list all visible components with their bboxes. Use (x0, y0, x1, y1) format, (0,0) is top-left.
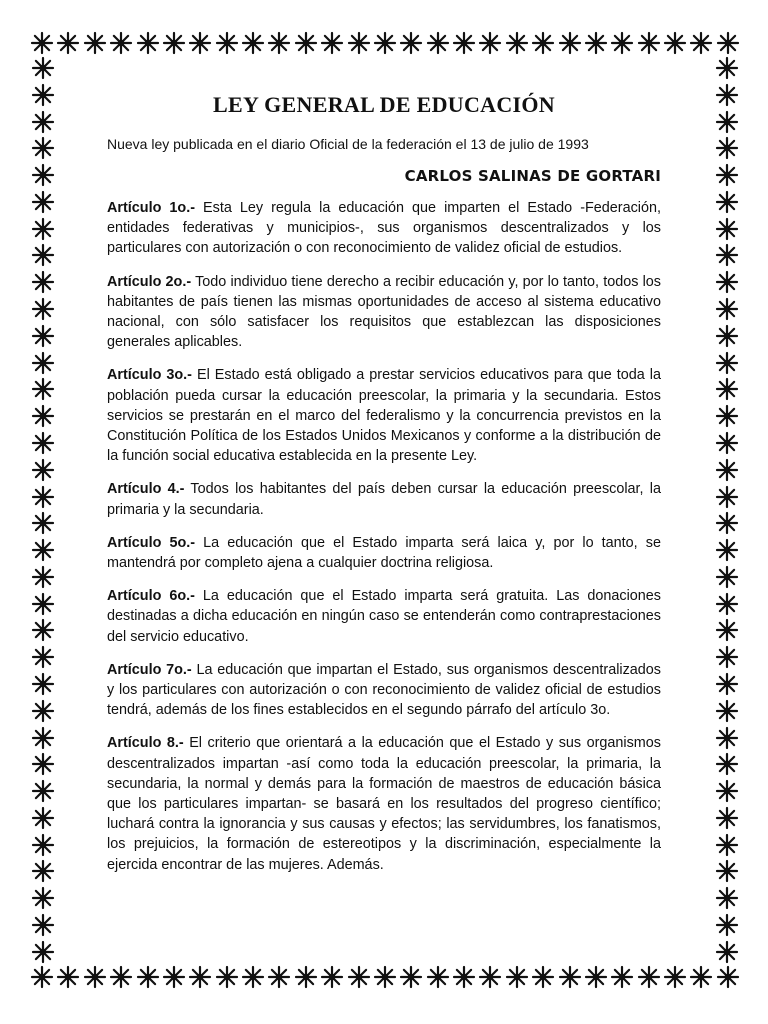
article-text: Todo individuo tiene derecho a recibir educación y, por lo tanto, todos los habitantes de país tienen las mismas oportunidades de acceso al sistema educativo nacional, con sólo satisfacer los requisitos que establezcan las disposiciones generales aplicables. (107, 273, 661, 351)
asterisk-star-icon (31, 726, 55, 750)
asterisk-star-icon (715, 83, 739, 107)
asterisk-star-icon (31, 404, 55, 428)
asterisk-star-icon (31, 270, 55, 294)
asterisk-star-icon (31, 592, 55, 616)
asterisk-star-icon (584, 31, 608, 55)
asterisk-star-icon (31, 645, 55, 669)
article-text: La educación que el Estado imparta será laica y, por lo tanto, se mantendrá por completo ajena a cualquier doctrina religiosa. (107, 534, 661, 572)
asterisk-star-icon (31, 351, 55, 375)
asterisk-star-icon (715, 565, 739, 589)
asterisk-star-icon (715, 431, 739, 455)
article-label: Artículo 1o.- (107, 200, 195, 216)
asterisk-star-icon (31, 217, 55, 241)
asterisk-star-icon (31, 243, 55, 267)
article-label: Artículo 4.- (107, 481, 185, 498)
asterisk-star-icon (715, 511, 739, 535)
asterisk-star-icon (215, 965, 239, 989)
asterisk-star-icon (715, 913, 739, 937)
article-2 (107, 272, 661, 353)
asterisk-star-icon (31, 136, 55, 160)
asterisk-star-icon (373, 965, 397, 989)
asterisk-star-icon (715, 324, 739, 348)
asterisk-star-icon (347, 31, 371, 55)
asterisk-star-icon (715, 699, 739, 723)
article-6 (107, 586, 661, 647)
asterisk-star-icon (505, 31, 529, 55)
asterisk-star-icon (31, 699, 55, 723)
asterisk-star-icon (715, 618, 739, 642)
asterisk-star-icon (83, 965, 107, 989)
article-text: La educación que el Estado imparta será gratuita. Las donaciones destinadas a dicha educación en ningún caso se entenderán como contraprestaciones del servicio educativo. (107, 588, 661, 645)
asterisk-star-icon (31, 859, 55, 883)
asterisk-star-icon (637, 965, 661, 989)
asterisk-star-icon (610, 31, 634, 55)
asterisk-star-icon (715, 56, 739, 80)
asterisk-star-icon (478, 31, 502, 55)
article-label: Artículo 7o.- (107, 661, 192, 678)
asterisk-star-icon (31, 752, 55, 776)
asterisk-star-icon (715, 485, 739, 509)
asterisk-star-icon (715, 136, 739, 160)
article-label: Artículo 8.- (107, 735, 184, 752)
asterisk-star-icon (31, 672, 55, 696)
asterisk-star-icon (531, 31, 555, 55)
asterisk-star-icon (452, 31, 476, 55)
asterisk-star-icon (584, 965, 608, 989)
asterisk-star-icon (31, 511, 55, 535)
asterisk-star-icon (715, 940, 739, 964)
asterisk-star-icon (715, 538, 739, 562)
asterisk-star-icon (31, 806, 55, 830)
asterisk-star-icon (715, 217, 739, 241)
article-label: Artículo 3o.- (107, 367, 192, 384)
asterisk-star-icon (558, 31, 582, 55)
asterisk-star-icon (31, 618, 55, 642)
asterisk-star-icon (188, 31, 212, 55)
asterisk-star-icon (31, 297, 55, 321)
document-author: CARLOS SALINAS DE GORTARI (404, 167, 661, 185)
asterisk-star-icon (31, 56, 55, 80)
asterisk-star-icon (505, 965, 529, 989)
document-body (107, 90, 661, 888)
asterisk-star-icon (399, 31, 423, 55)
asterisk-star-icon (637, 31, 661, 55)
asterisk-star-icon (715, 645, 739, 669)
asterisk-star-icon (610, 965, 634, 989)
asterisk-star-icon (663, 965, 687, 989)
asterisk-star-icon (715, 351, 739, 375)
asterisk-star-icon (399, 965, 423, 989)
asterisk-star-icon (267, 965, 291, 989)
asterisk-star-icon (294, 31, 318, 55)
asterisk-star-icon (715, 806, 739, 830)
border-right (714, 56, 740, 964)
asterisk-star-icon (31, 83, 55, 107)
asterisk-star-icon (320, 965, 344, 989)
article-text: El criterio que orientará a la educación que el Estado y sus organismos descentralizados impartan -así como toda la educación preescolar, la primaria, la secundaria, la normal y demás para la formación de maestros de educación básica que los particulares impartan- se basará en los resultados del progreso científico; luchará contra la ignorancia y sus causas y efectos; las servidumbres, los fanatismos, los prejuicios, la formación de estereotipos y la discriminación, especialmente la ejercida encontrar de las mujeres. Además. (107, 735, 661, 873)
asterisk-star-icon (31, 163, 55, 187)
border-bottom (30, 964, 740, 990)
article-text: Esta Ley regula la educación que imparten el Estado -Federación, entidades federativas y municipios-, sus organismos descentralizados y los particulares con autorización o con reconocimiento de validez oficial de estudios. (107, 200, 662, 257)
asterisk-star-icon (30, 965, 54, 989)
asterisk-star-icon (56, 965, 80, 989)
asterisk-star-icon (452, 965, 476, 989)
asterisk-star-icon (531, 965, 555, 989)
asterisk-star-icon (715, 458, 739, 482)
asterisk-star-icon (715, 190, 739, 214)
asterisk-star-icon (162, 31, 186, 55)
asterisk-star-icon (31, 485, 55, 509)
asterisk-star-icon (689, 965, 713, 989)
document-title: LEY GENERAL DE EDUCACIÓN (213, 92, 555, 117)
asterisk-star-icon (136, 31, 160, 55)
asterisk-star-icon (715, 672, 739, 696)
border-left (30, 56, 56, 964)
asterisk-star-icon (716, 31, 740, 55)
asterisk-star-icon (162, 965, 186, 989)
asterisk-star-icon (109, 31, 133, 55)
article-text: La educación que impartan el Estado, sus organismos descentralizados y los particulares con autorización o con reconocimiento de validez oficial de estudios tendrá, además de los fines establecidos en el segundo párrafo del artículo 3o. (107, 661, 661, 719)
article-7 (107, 660, 661, 721)
asterisk-star-icon (715, 592, 739, 616)
asterisk-star-icon (56, 31, 80, 55)
asterisk-star-icon (715, 752, 739, 776)
article-3 (107, 365, 661, 466)
asterisk-star-icon (136, 965, 160, 989)
asterisk-star-icon (215, 31, 239, 55)
asterisk-star-icon (715, 163, 739, 187)
asterisk-star-icon (31, 431, 55, 455)
article-text: Todos los habitantes del país deben cursar la educación preescolar, la primaria y la secundaria. (107, 481, 661, 518)
asterisk-star-icon (241, 31, 265, 55)
asterisk-star-icon (715, 779, 739, 803)
asterisk-star-icon (715, 243, 739, 267)
asterisk-star-icon (715, 110, 739, 134)
asterisk-star-icon (715, 886, 739, 910)
asterisk-star-icon (30, 31, 54, 55)
asterisk-star-icon (663, 31, 687, 55)
asterisk-star-icon (373, 31, 397, 55)
article-text: El Estado está obligado a prestar servicios educativos para que toda la población pueda cursar la educación preescolar, la primaria y la secundaria. Estos servicios se prestarán en el marco del federalismo y la concurrencia previstos en la Constitución Política de los Estados Unidos Mexicanos y conforme a la distribución de la función social educativa establecida en la presente Ley. (107, 367, 661, 465)
asterisk-star-icon (715, 404, 739, 428)
asterisk-star-icon (31, 377, 55, 401)
asterisk-star-icon (689, 31, 713, 55)
asterisk-star-icon (31, 190, 55, 214)
asterisk-star-icon (426, 31, 450, 55)
asterisk-star-icon (347, 965, 371, 989)
asterisk-star-icon (31, 324, 55, 348)
asterisk-star-icon (715, 297, 739, 321)
asterisk-star-icon (109, 965, 133, 989)
article-label: Artículo 5o.- (107, 534, 196, 551)
article-5 (107, 533, 661, 573)
article-label: Artículo 6o.- (107, 588, 195, 605)
asterisk-star-icon (715, 859, 739, 883)
asterisk-star-icon (478, 965, 502, 989)
asterisk-star-icon (31, 940, 55, 964)
asterisk-star-icon (715, 726, 739, 750)
asterisk-star-icon (83, 31, 107, 55)
asterisk-star-icon (294, 965, 318, 989)
article-1 (107, 198, 661, 259)
asterisk-star-icon (31, 833, 55, 857)
asterisk-star-icon (715, 377, 739, 401)
asterisk-star-icon (716, 965, 740, 989)
asterisk-star-icon (715, 270, 739, 294)
asterisk-star-icon (31, 779, 55, 803)
asterisk-star-icon (31, 538, 55, 562)
article-label: Artículo 2o.- (107, 273, 192, 290)
asterisk-star-icon (426, 965, 450, 989)
asterisk-star-icon (188, 965, 212, 989)
document-subtitle: Nueva ley publicada en el diario Oficial de la federación el 13 de julio de 1993 (107, 136, 589, 152)
asterisk-star-icon (31, 886, 55, 910)
asterisk-star-icon (267, 31, 291, 55)
asterisk-star-icon (31, 565, 55, 589)
asterisk-star-icon (31, 913, 55, 937)
article-4 (107, 479, 661, 519)
asterisk-star-icon (31, 110, 55, 134)
asterisk-star-icon (558, 965, 582, 989)
border-top (30, 30, 740, 56)
asterisk-star-icon (31, 458, 55, 482)
asterisk-star-icon (715, 833, 739, 857)
article-8 (107, 733, 661, 874)
asterisk-star-icon (320, 31, 344, 55)
asterisk-star-icon (241, 965, 265, 989)
